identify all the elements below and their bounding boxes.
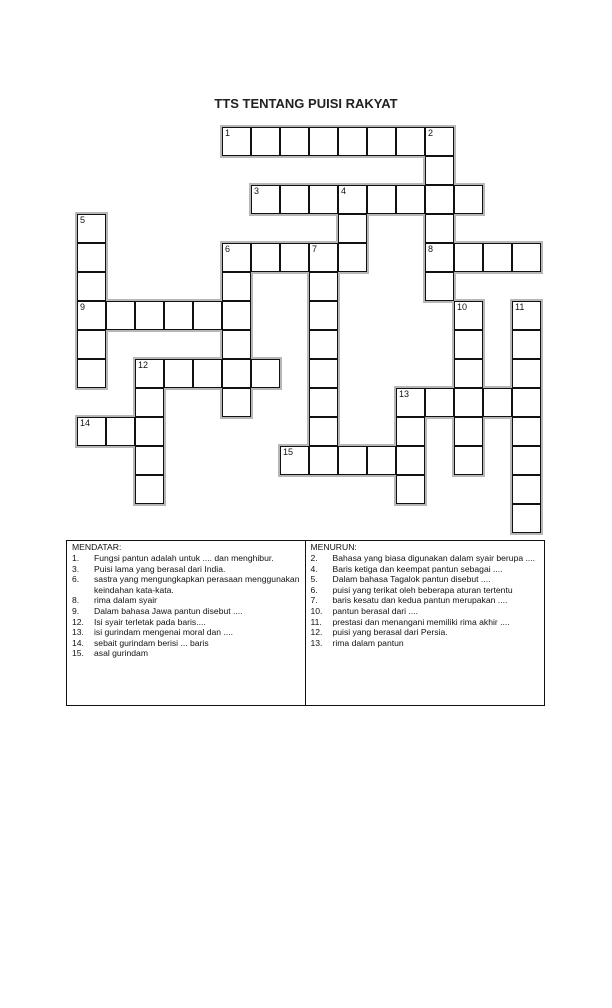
crossword-cell[interactable]: [309, 185, 338, 214]
crossword-cell[interactable]: [338, 446, 367, 475]
crossword-cell[interactable]: [77, 417, 106, 446]
crossword-cell[interactable]: [454, 446, 483, 475]
crossword-cell[interactable]: [309, 359, 338, 388]
clue-number: 5: [80, 215, 86, 225]
crossword-cell[interactable]: [77, 359, 106, 388]
crossword-cell[interactable]: [512, 446, 541, 475]
clue-item-text: asal gurindam: [94, 648, 148, 659]
clue-number: 6: [225, 244, 231, 254]
crossword-cell[interactable]: [135, 446, 164, 475]
crossword-cell[interactable]: [280, 127, 309, 156]
crossword-cell[interactable]: [77, 272, 106, 301]
mendatar-list: [72, 553, 300, 659]
clue-number: 4: [341, 186, 347, 196]
clue-item-text: sastra yang mengungkapkan perasaan menggunakan keindahan kata-kata.: [94, 574, 300, 595]
clue-item: [311, 627, 540, 638]
crossword-cell[interactable]: [280, 446, 309, 475]
clue-item-number: 4.: [310, 563, 318, 574]
clue-item: [72, 627, 300, 638]
clue-item: [72, 617, 300, 628]
crossword-cell[interactable]: [512, 243, 541, 272]
clue-item-number: 14.: [72, 637, 84, 648]
clue-item-number: 1.: [72, 553, 80, 563]
clue-item-text: isi gurindam mengenai moral dan ....: [94, 627, 234, 638]
clue-item-number: 6.: [72, 574, 80, 585]
clue-item: [311, 553, 540, 564]
crossword-cell[interactable]: [396, 185, 425, 214]
clue-number: 9: [80, 302, 86, 312]
crossword-cell[interactable]: [251, 243, 280, 272]
crossword-cell[interactable]: [396, 446, 425, 475]
crossword-cell[interactable]: [512, 417, 541, 446]
crossword-cell[interactable]: [309, 301, 338, 330]
crossword-cell[interactable]: [222, 127, 251, 156]
crossword-cell[interactable]: [309, 330, 338, 359]
crossword-cell[interactable]: [135, 301, 164, 330]
clue-number: 1: [225, 128, 231, 138]
crossword-cell[interactable]: [135, 475, 164, 504]
clue-number: 13: [399, 389, 410, 399]
crossword-cell[interactable]: [338, 127, 367, 156]
clue-number: 7: [312, 244, 318, 254]
clue-number: 2: [428, 128, 434, 138]
clue-item: [311, 574, 540, 585]
clue-item: [311, 564, 540, 575]
clue-item-text: sebait gurindam berisi ... baris: [94, 637, 209, 648]
clue-item-number: 7.: [310, 595, 318, 606]
clue-item-text: Baris ketiga dan keempat pantun sebagai ....: [332, 563, 503, 574]
clue-item: [311, 595, 540, 606]
crossword-cell[interactable]: [425, 272, 454, 301]
clue-number: 15: [283, 447, 294, 457]
crossword-cell[interactable]: [193, 359, 222, 388]
crossword-cell[interactable]: [222, 330, 251, 359]
crossword-cell[interactable]: [367, 127, 396, 156]
clue-item-text: Puisi lama yang berasal dari India.: [94, 563, 226, 574]
crossword-cell[interactable]: [135, 417, 164, 446]
clue-number: 12: [138, 360, 149, 370]
crossword-cell[interactable]: [193, 301, 222, 330]
clue-item: [72, 574, 300, 595]
crossword-cell[interactable]: [135, 388, 164, 417]
clue-item: [72, 553, 300, 564]
clue-item: [72, 606, 300, 617]
crossword-cell[interactable]: [425, 243, 454, 272]
clue-item: [72, 595, 300, 606]
crossword-cell[interactable]: [396, 127, 425, 156]
clue-item-number: 8.: [72, 595, 80, 606]
crossword-cell[interactable]: [222, 272, 251, 301]
crossword-cell[interactable]: [454, 301, 483, 330]
crossword-cell[interactable]: [454, 243, 483, 272]
clue-item-number: 10.: [310, 605, 323, 616]
crossword-cell[interactable]: [338, 185, 367, 214]
crossword-cell[interactable]: [454, 185, 483, 214]
crossword-cell[interactable]: [251, 185, 280, 214]
crossword-cell[interactable]: [77, 243, 106, 272]
crossword-cell[interactable]: [251, 127, 280, 156]
crossword-cell[interactable]: [77, 301, 106, 330]
clue-item-text: baris kesatu dan kedua pantun merupakan ....: [332, 595, 508, 606]
clue-number: 8: [428, 244, 434, 254]
crossword-cell[interactable]: [77, 330, 106, 359]
crossword-cell[interactable]: [164, 301, 193, 330]
crossword-cell[interactable]: [454, 330, 483, 359]
clue-item-text: Dalam bahasa Tagalok pantun disebut ....: [332, 574, 491, 585]
crossword-cell[interactable]: [512, 330, 541, 359]
clue-item-text: Fungsi pantun adalah untuk .... dan menghibur.: [94, 553, 274, 563]
clue-item-number: 12.: [72, 616, 84, 627]
clue-number: 10: [457, 302, 468, 312]
clue-item-number: 2.: [310, 553, 318, 563]
clue-item-text: rima dalam pantun: [332, 637, 404, 648]
crossword-cell[interactable]: [106, 417, 135, 446]
crossword-cell[interactable]: [454, 417, 483, 446]
crossword-cell[interactable]: [425, 127, 454, 156]
clue-item-number: 3.: [72, 563, 80, 574]
clue-item-text: Isi syair terletak pada baris....: [94, 616, 206, 627]
crossword-cell[interactable]: [309, 417, 338, 446]
clue-item-text: pantun berasal dari ....: [332, 605, 419, 616]
crossword-cell[interactable]: [77, 214, 106, 243]
menurun-list: [311, 553, 540, 648]
crossword-cell[interactable]: [454, 388, 483, 417]
crossword-cell[interactable]: [338, 214, 367, 243]
crossword-cell[interactable]: [512, 475, 541, 504]
crossword-cell[interactable]: [396, 417, 425, 446]
clue-item-number: 5.: [310, 574, 318, 585]
crossword-cell[interactable]: [425, 214, 454, 243]
clue-item-number: 15.: [72, 648, 84, 659]
clue-item: [72, 564, 300, 575]
clue-number: 11: [515, 302, 525, 312]
crossword-cell[interactable]: [251, 359, 280, 388]
crossword-cell[interactable]: [512, 504, 541, 533]
clue-item: [311, 617, 540, 628]
crossword-cell[interactable]: [135, 359, 164, 388]
crossword-cell[interactable]: [454, 359, 483, 388]
crossword-cell[interactable]: [222, 359, 251, 388]
crossword-cell[interactable]: [106, 301, 135, 330]
crossword-cell[interactable]: [280, 185, 309, 214]
clue-item: [72, 648, 300, 659]
crossword-cell[interactable]: [222, 388, 251, 417]
crossword-cell[interactable]: [425, 388, 454, 417]
clue-item: [72, 638, 300, 649]
crossword-cell[interactable]: [512, 301, 541, 330]
clue-item-text: Bahasa yang biasa digunakan dalam syair berupa ....: [332, 553, 536, 563]
crossword-cell[interactable]: [222, 301, 251, 330]
crossword-cell[interactable]: [309, 272, 338, 301]
crossword-cell[interactable]: [280, 243, 309, 272]
clue-item-text: rima dalam syair: [94, 595, 158, 606]
crossword-cell[interactable]: [164, 359, 193, 388]
clue-item-text: puisi yang terikat oleh beberapa aturan tertentu: [332, 584, 513, 595]
clues-table: [66, 540, 545, 706]
clue-item-text: Dalam bahasa Jawa pantun disebut ....: [94, 605, 243, 616]
crossword-cell[interactable]: [222, 243, 251, 272]
clue-number: 3: [254, 186, 260, 196]
crossword-cell[interactable]: [512, 388, 541, 417]
crossword-cell[interactable]: [309, 388, 338, 417]
crossword-cell[interactable]: [396, 475, 425, 504]
clue-item: [311, 606, 540, 617]
crossword-cell[interactable]: [309, 243, 338, 272]
crossword-cell[interactable]: [425, 185, 454, 214]
crossword-cell[interactable]: [483, 243, 512, 272]
crossword-cell[interactable]: [367, 185, 396, 214]
clue-item-text: puisi yang berasal dari Persia.: [332, 627, 448, 638]
clue-item-number: 13.: [72, 627, 84, 638]
clue-item-text: prestasi dan menangani memiliki rima akhir ....: [332, 616, 510, 627]
clue-item-number: 6.: [310, 584, 318, 595]
clue-item-number: 11.: [310, 616, 322, 627]
page-title: TTS TENTANG PUISI RAKYAT: [214, 96, 398, 111]
clue-item: [311, 585, 540, 596]
clue-number: 14: [80, 418, 91, 428]
crossword-cell[interactable]: [309, 446, 338, 475]
crossword-cell[interactable]: [309, 127, 338, 156]
crossword-cell[interactable]: [367, 446, 396, 475]
crossword-cell[interactable]: [396, 388, 425, 417]
crossword-cell[interactable]: [483, 388, 512, 417]
mendatar-column: [67, 541, 306, 705]
menurun-heading: MENURUN:: [310, 542, 357, 552]
crossword-cell[interactable]: [338, 243, 367, 272]
menurun-column: [306, 541, 545, 705]
mendatar-heading: MENDATAR:: [72, 542, 122, 552]
crossword-cell[interactable]: [425, 156, 454, 185]
clue-item: [311, 638, 540, 649]
clue-item-number: 13.: [310, 637, 323, 648]
crossword-cell[interactable]: [512, 359, 541, 388]
clue-item-number: 9.: [72, 605, 80, 616]
clue-item-number: 12.: [310, 627, 323, 638]
